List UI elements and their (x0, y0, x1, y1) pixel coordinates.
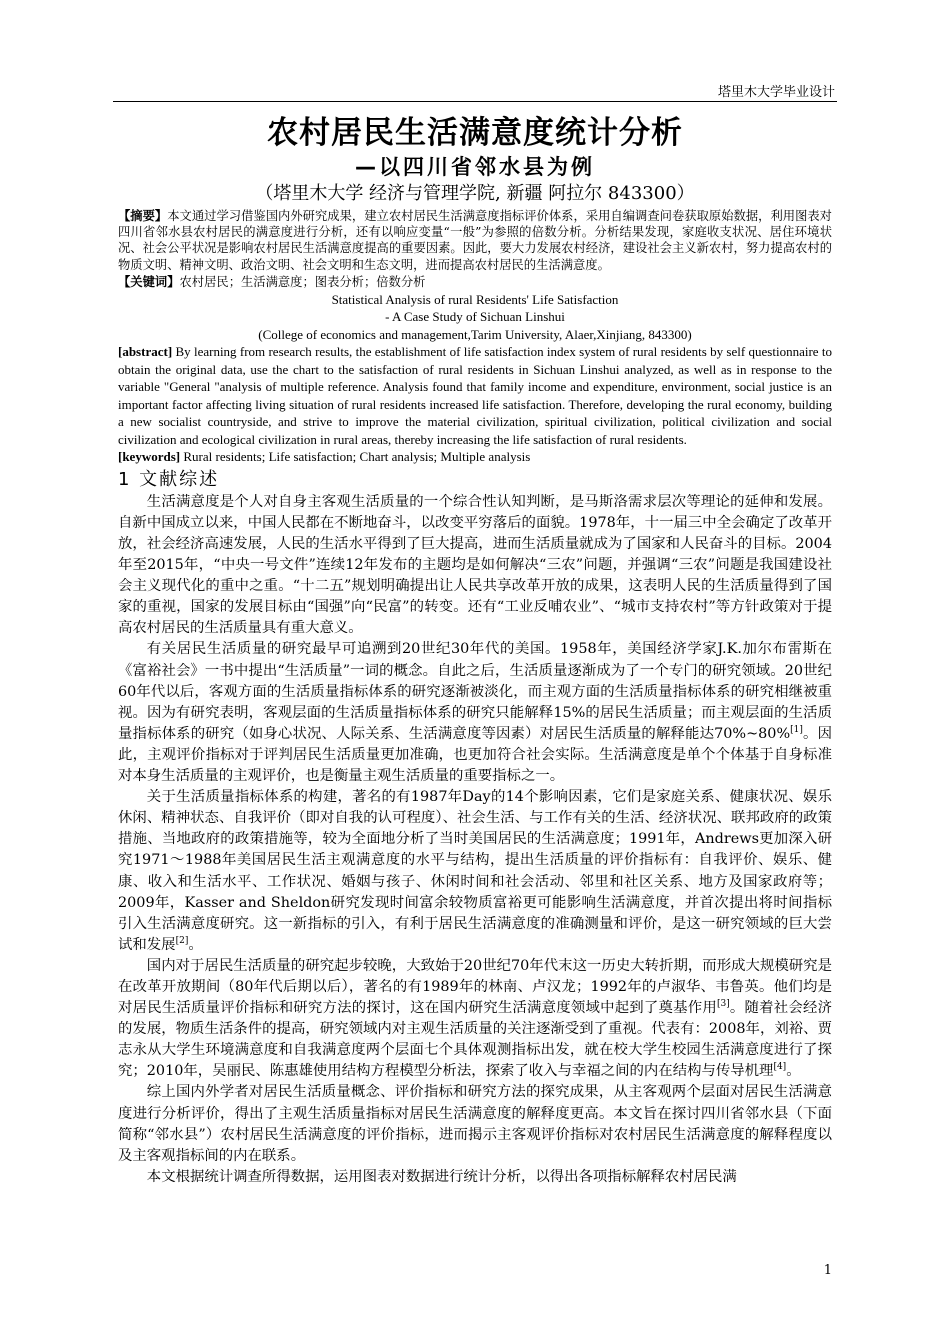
paragraph-5: 综上国内外学者对居民生活质量概念、评价指标和研究方法的探究成果，从主客观两个层面对居民生活满意度进行分析评价，得出了主观生活质量指标对居民生活满意度的解释度更高。本文旨在探讨四川省邻水县（下面简称“邻水县”）农村居民生活满意度的评价指标，进而揭示主客观评价指标对农村居民生活满意度的解释程度以及主客观指标间的内在联系。 (118, 1084, 832, 1164)
abstract-cn (118, 208, 832, 273)
english-affiliation: (College of economics and management,Tarim University, Alaer,Xinjiang, 843300) (258, 326, 692, 342)
abstract-cn-label: 【摘要】 (118, 208, 168, 223)
affiliation: （塔里木大学 经济与管理学院, 新疆 阿拉尔 843300） (255, 183, 695, 204)
english-title: Statistical Analysis of rural Residents' Life Satisfaction (331, 291, 619, 307)
paragraph-1: 生活满意度是个人对自身主客观生活质量的一个综合性认知判断，是马斯洛需求层次等理论的延伸和发展。自新中国成立以来，中国人民都在不断地奋斗，以改变平穷落后的面貌。1978年，十一届三中全会确定了改革开放，社会经济高速发展，人民的生活水平得到了巨大提高，进而生活质量就成为了国家和人民奋斗的目标。2004年至2015年，“中央一号文件”连续12年发布的主题均是如何解决“三农”问题，并强调“三农”问题是我国建设社会主义现代化的重中之重。“十二五”规划明确提出让人民共享改革开放的成果，这表明人民的生活质量得到了国家的重视，国家的发展目标由“国强”向“民富”的转变。还有“工业反哺农业”、“城市支持农村”等方针政策对于提高农村居民的生活质量具有重大意义。 (118, 493, 832, 637)
running-header: 塔里木大学毕业设计 (717, 85, 835, 100)
citation-2: [2] (175, 935, 189, 946)
main-content (118, 113, 832, 1188)
abstract-en (118, 343, 832, 448)
abstract-en-text: By learning from research results, the establishment of life satisfaction index system of rural residents by self questionnaire to obtain the original data, use the chart to the satisfaction of rural residents in Sichuan Linshui analyzed, as well as in response to the variable "General "analysis of multiple reference. Analysis found that family income and expenditure, environment, social justice is an important factor affecting living situation of rural residents increased life satisfaction. Therefore, developing the rural economy, building a new socialist countryside, and strive to improve the material civilization, spiritual civilization, political civilization and social civilization and ecological civilization in rural areas, thereby increasing the life satisfaction of rural residents. (118, 344, 832, 447)
page-number: 1 (823, 1263, 832, 1278)
paragraph-2 (118, 639, 832, 787)
keywords-en-label: [keywords] (118, 449, 181, 465)
keywords-en (118, 448, 832, 466)
paragraph-2-text-b: 。因此，主观评价指标对于评判居民生活质量更加准确，也更加符合社会实际。生活满意度是单个个体基于自身标准对本身生活质量的主观评价，也是衡量主观生活质量的重要指标之一。 (118, 725, 832, 785)
keywords-cn (118, 273, 832, 291)
section-heading: 1 文献综述 (118, 468, 220, 490)
english-subtitle: - A Case Study of Sichuan Linshui (385, 309, 565, 325)
paragraph-4-text-a: 国内对于居民生活质量的研究起步较晚，大致始于20世纪70年代末这一历史大转折期，而形成大规模研究是在改革开放期间（80年代后期以后），著名的有1989年的林南、卢汉龙；1992年的卢淑华、韦鲁英。他们均是对居民生活质量评价指标和研究方法的探讨，这在国内研究生活满意度领域中起到了奠基作用 (118, 957, 832, 1017)
paragraph-3-text-b: 。 (188, 936, 203, 953)
citation-4: [4] (773, 1062, 787, 1073)
paper-title: 农村居民生活满意度统计分析 (267, 115, 683, 151)
paragraph-4 (118, 956, 832, 1083)
paragraph-2-text-a: 有关居民生活质量的研究最早可追溯到20世纪30年代的美国。1958年，美国经济学家J.K.加尔布雷斯在《富裕社会》一书中提出“生活质量”一词的概念。自此之后，生活质量逐渐成为了一个专门的研究领域。20世纪60年代以后，客观方面的生活质量指标体系的研究逐渐被淡化，而主观方面的生活质量指标体系的研究相继被重视。因为有研究表明，客观层面的生活质量指标体系的研究只能解释15%的居民生活质量；而主观层面的生活质量指标体系的研究（如身心状况、人际关系、生活满意度等因素）对居民生活质量的解释能达70%~80% (118, 641, 832, 742)
paragraph-4-text-b: 。随着社会经济的发展，物质生活条件的提高，研究领域内对主观生活质量的关注逐渐受到了重视。代表有：2008年，刘裕、贾志永从大学生环境满意度和自我满意度两个层面七个具体观测指标出发，就在校大学生校园生活满意度进行了探究；2010年，吴丽民、陈惠雄使用结构方程模型分析法，探索了收入与幸福之间的内在结构与传导机理 (118, 1000, 832, 1080)
abstract-en-label: [abstract] (118, 344, 173, 360)
citation-1: [1] (790, 725, 803, 736)
paragraph-3 (118, 787, 832, 956)
keywords-en-text: Rural residents; Life satisfaction; Chart analysis; Multiple analysis (180, 449, 531, 465)
paragraph-4-text-c: 。 (786, 1063, 801, 1080)
paragraph-6: 本文根据统计调查所得数据，运用图表对数据进行统计分析，以得出各项指标解释农村居民满 (146, 1168, 737, 1185)
abstract-cn-text: 本文通过学习借鉴国内外研究成果，建立农村居民生活满意度指标评价体系，采用自编调查问卷获取原始数据，利用图表对四川省邻水县农村居民的满意度进行分析，还有以响应变量“一般”为参照的倍数分析。分析结果发现，家庭收支状况、居住环境状况、社会公平状况是影响农村居民生活满意度提高的重要因素。因此，要大力发展农村经济，建设社会主义新农村，努力提高农村的物质文明、精神文明、政治文明、社会文明和生态文明，进而提高农村居民的生活满意度。 (118, 209, 832, 272)
citation-3: [3] (716, 999, 730, 1010)
header-divider (113, 101, 837, 102)
keywords-cn-label: 【关键词】 (118, 273, 180, 289)
paper-subtitle: —以四川省邻水县为例 (355, 155, 595, 179)
paragraph-3-text-a: 关于生活质量指标体系的构建，著名的有1987年Day的14个影响因素，它们是家庭关系、健康状况、娱乐休闲、精神状态、自我评价（即对自我的认可程度）、社会生活、与工作有关的生活、经济状况、联邦政府的政策措施、当地政府的政策措施等，较为全面地分析了当时美国居民的生活满意度；1991年，Andrews更加深入研究1971～1988年美国居民生活主观满意度的水平与结构，提出生活质量的评价指标有：自我评价、娱乐、健康、收入和生活水平、工作状况、婚姻与孩子、休闲时间和社会活动、邻里和社区关系、地方及国家政府等；2009年，Kasser and Sheldon研究发现时间富余较物质富裕更可能影响生活满意度，并首次提出将时间指标引入生活满意度研究。这一新指标的引入，有利于居民生活满意度的准确测量和评价，是这一研究领域的巨大尝试和发展 (118, 789, 832, 953)
keywords-cn-text: 农村居民；生活满意度；图表分析；倍数分析 (179, 274, 426, 289)
